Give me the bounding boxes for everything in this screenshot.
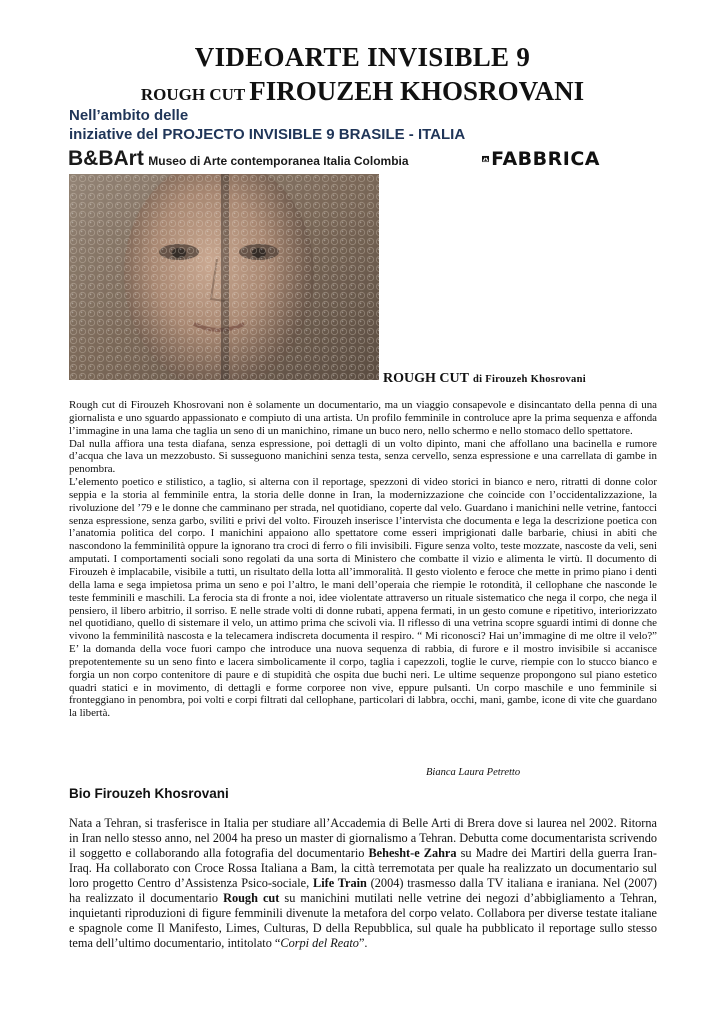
bio-text-5: ”. [358,936,368,950]
museum-description: Museo di Arte contemporanea Italia Colombia [148,154,409,168]
context-line-2: iniziative del PROJECTO INVISIBLE 9 BRASILE - ITALIA [69,126,466,143]
page-subtitle [0,76,725,107]
context-line-1: Nell’ambito delle [69,107,189,124]
bio-bold-rough-cut: Rough cut [223,891,280,905]
article-paragraph-2: Dal nulla affiora una testa diafana, senza espressione, poi dettagli di un volto dipinto, mani che affollano una bacinella e rumore d’acqua che lava un mezzobusto. Si susseguono manichini senza testa, senza cervello, senza espressione e una carrellata di gambe in penombra. [69,437,657,476]
fabbrica-logo [482,148,600,170]
museum-line [68,147,409,171]
fabbrica-logo-text: FABBRICA [491,148,600,170]
bio-text-1: Nata a Tehran, si trasferisce in Italia per studiare all’Accademia di Belle Arti di Brera dove si laurea nel 2002. Ritorna in Iran nello stesso anno, nel 2004 ha preso un master di giornalismo a Tehran. Debutta come documentarista scrivendo il soggetto e collaborando alla fotografia del documentario [69,816,657,860]
subtitle-artist-name: FIROUZEH KHOSROVANI [249,76,585,106]
subtitle-rough-cut: ROUGH CUT [140,85,246,104]
article-paragraph-1: Rough cut di Firouzeh Khosrovani non è solamente un documentario, ma un viaggio consapevole e disincantato della penna di una giornalista e uno sguardo appassionato e compiuto di una artista. Un profilo femminile in controluce apre la prima sequenza e affonda l’immagine in una lama che taglia un seno di un manichino, rimane un buco nero, nello schermo e nello stomaco dello spettatore. [69,399,657,437]
film-still-image [69,174,379,380]
bio-paragraph [69,816,657,951]
article-body [69,399,657,720]
museum-brand: B&BArt [68,147,144,170]
caption-byline: di Firouzeh Khosrovani [472,374,586,385]
article-author: Bianca Laura Petretto [426,767,521,778]
article-paragraph-3: L’elemento poetico e stilistico, a taglio, si alterna con il reportage, spezzoni di video storici in bianco e nero, ritratti di donne color seppia e la storia al femminile entra, la storia delle donne in Iran, la modernizzazione che coincide con l’occidentalizzazione, la rivoluzione del ’79 e le donne che camminano per strada, nel quotidiano, coperte dal velo. Guardano i manichini nelle vetrine, fantocci senza espressione, senza garbo, sviliti e privi del volto. Firouzeh inserisce l’intervista che documenta e lega la descrizione poetica con l’anatomia politica del corpo. I manichini appaiono allo spettatore come esseri imprigionati dalle barbarie, chiusi in abiti che nascondono la femminilità oppure la ignorano tra croci di ferro o fili invisibili. Figure senza volto, teste mozzate, nascoste da veli, seni amputati. I comportamenti sociali sono regolati da una sorta di Ministero che combatte il vizio e alimenta le virtù. Il documento di Firouzeh è implacabile, visibile a tutti, un risultato della lotta all’immoralità. Il gesto violento e feroce che mette in primo piano i denti della lama e sega impietosa prima un seno e poi l’altro, le mani dell’operaia che riempie le rotondità, il cellophane che nasconde le teste femminili e maschili. La ferocia sta di fronte a noi, idee violentate attraverso un rituale sistematico che nega il corpo, che nega il pensiero, il libero arbitrio, il sorriso. E nelle strade volti di donne rubati, appena fermati, in un gesto comune e ripetitivo, interiorizzato nel quotidiano, quello di sistemare il velo, un attimo prima che scivoli via. Il riflesso di una vetrina scopre sguardi intimi di donne che vivono la femminilità nascosta e la telecamera indiscreta documenta il respiro. “ Mi riconosci? Hai un’immagine di me oltre il velo?” E’ la domanda della voce fuori campo che introduce una nuova sequenza di rabbia, di furore e il mostro invisibile si accanisce prepotentemente su un seno finto e lacera simbolicamente il corpo, taglia i capezzoli, toglie le curve, riempie con lo stucco bianco e forgia un non corpo contenitore di paure e di stupidità che ospita due buchi neri. Le ultime sequenze propongono sul piano estetico quadri statici e in movimento, di dettagli e forme corporee non vive, eppure pulsanti. Un corpo maschile e uno femminile si fronteggiano in penombra, poi volti e corpi filtrati dal cellophane, particolari di labbra, occhi, mani, gambe, icone di vite che guardano la libertà. [69,476,657,720]
bio-text-3: (2004) trasmesso dalla TV italiana e iraniana. Nel (2007) ha realizzato il documentario [69,876,657,905]
bio-bold-behesht: Behesht-e Zahra [368,846,457,860]
fabbrica-logo-icon [482,148,489,170]
bio-heading: Bio Firouzeh Khosrovani [69,786,229,801]
bio-body [69,816,657,951]
bio-text-4: su manichini mutilati nelle vetrine dei negozi d’abbigliamento a Tehran, inquietanti riproduzioni di figure femminili divenute la metafora del corpo velato. Collabora per diverse testate italiane e spagnole come Il Manifesto, Limes, Culturas, D della Repubblica, sul quale ha pubblicato il reportage sullo stesso tema dell’ultimo documentario, intitolato “ [69,891,657,950]
page-title: VIDEOARTE INVISIBLE 9 [194,42,531,72]
bio-italic-corpi: Corpi del Reato [280,936,359,950]
bio-text-2: su Madre dei Martiri della guerra Iran-Iraq. Ha collaborato con Croce Rossa Italiana a Bam, la città terremotata per quale ha realizzato un documentario sul loro progetto Centro d’Assistenza Psico-sociale, [69,846,658,890]
image-caption [383,369,586,387]
caption-title: ROUGH CUT [383,371,469,386]
bio-bold-life-train: Life Train [313,876,367,890]
